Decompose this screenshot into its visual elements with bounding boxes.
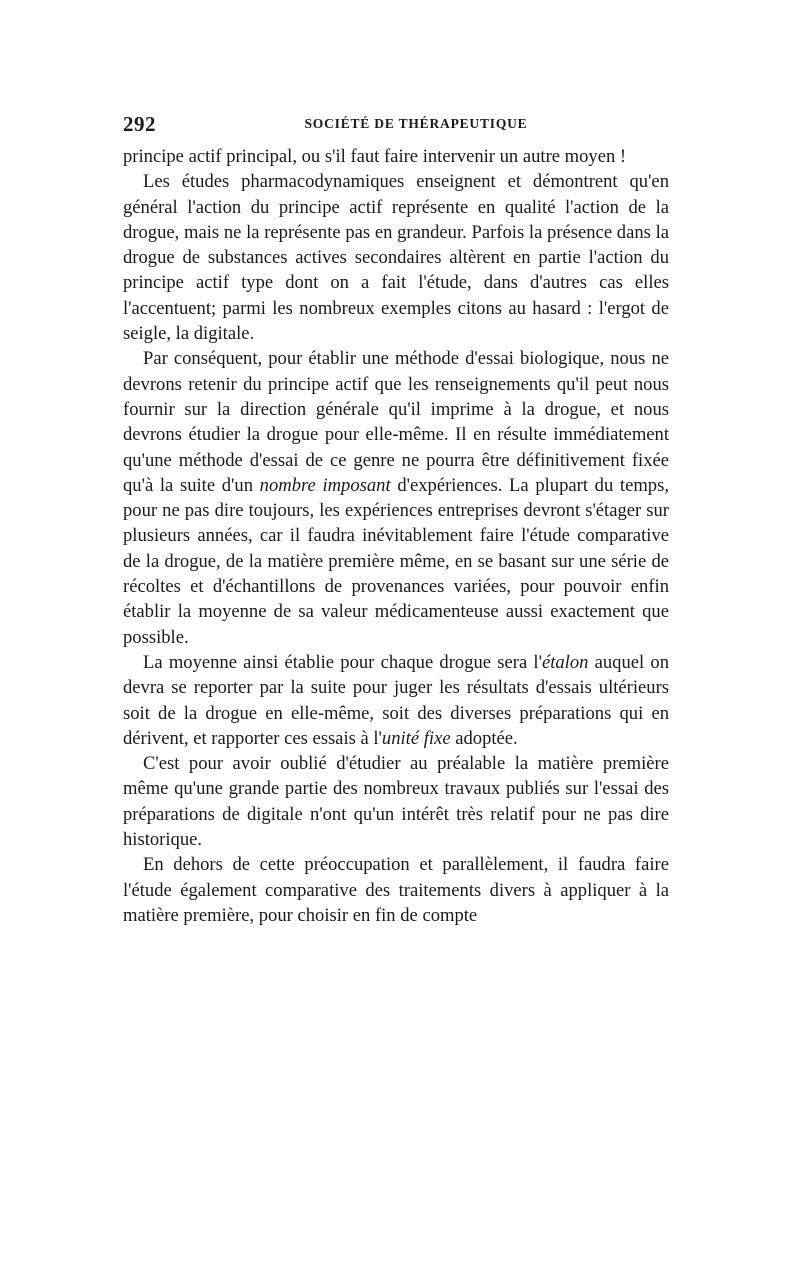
paragraph-text: adoptée.: [450, 727, 518, 749]
paragraph: [123, 852, 669, 928]
italic-text: unité fixe: [381, 727, 451, 749]
body-text: [123, 144, 669, 928]
paragraph-text: principe actif principal, ou s'il faut faire intervenir un autre moyen !: [123, 146, 627, 167]
italic-text: nombre imposant: [259, 474, 391, 496]
paragraph-text: C'est pour avoir oublié d'étudier au préalable la matière première même qu'une grande partie des nombreux travaux publiés sur l'essai des préparations de digitale n'ont qu'un intérêt très relatif pour ne pas dire historique.: [123, 753, 669, 851]
paragraph-text: d'expériences. La plupart du temps, pour ne pas dire toujours, les expériences entreprises devront s'étager sur plusieurs années, car il faudra inévitablement faire l'étude comparative de la drogue, de la matière première même, en se basant sur une série de récoltes et d'échantillons de provenances variées, pour pouvoir enfin établir la moyenne de sa valeur médicamenteuse aussi exactement que possible.: [123, 474, 669, 648]
page-header: [123, 112, 669, 138]
page-number: 292: [123, 112, 156, 136]
paragraph: [123, 650, 669, 751]
paragraph-text: auquel on devra se reporter par la suite pour juger les résultats d'essais ultérieurs soit de la drogue en elle-même, soit des diverses préparations qui en dérivent, et rapporter ces essais à l': [123, 651, 669, 749]
paragraph-text: Les études pharmacodynamiques enseignent et démontrent qu'en général l'action du principe actif représente en qualité l'action de la drogue, mais ne la représente pas en grandeur. Parfois la présence dans la drogue de substances actives secondaires altèrent en partie l'action du principe actif type dont on a fait l'étude, dans d'autres cas elles l'accentuent; parmi les nombreux exemples citons au hasard : l'ergot de seigle, la digitale.: [123, 171, 669, 345]
paragraph: [123, 169, 669, 346]
italic-text: étalon: [541, 651, 589, 673]
paragraph-text: La moyenne ainsi établie pour chaque drogue sera l': [143, 651, 542, 673]
paragraph-text: Par conséquent, pour établir une méthode d'essai biologique, nous ne devrons retenir du principe actif que les renseignements qu'il peut nous fournir sur la direction générale qu'il imprime à la drogue, et nous devrons étudier la drogue pour elle-même. Il en résulte immédiatement qu'une méthode d'essai de ce genre ne pourra être définitivement fixée qu'à la suite d'un: [123, 348, 669, 496]
book-page: [123, 112, 669, 928]
paragraph-text: En dehors de cette préoccupation et parallèlement, il faudra faire l'étude également comparative des traitements divers à appliquer à la matière première, pour choisir en fin de compte: [123, 854, 669, 926]
running-head: SOCIÉTÉ DE THÉRAPEUTIQUE: [304, 116, 528, 131]
paragraph: [123, 346, 669, 650]
paragraph: [123, 144, 669, 169]
paragraph: [123, 751, 669, 852]
